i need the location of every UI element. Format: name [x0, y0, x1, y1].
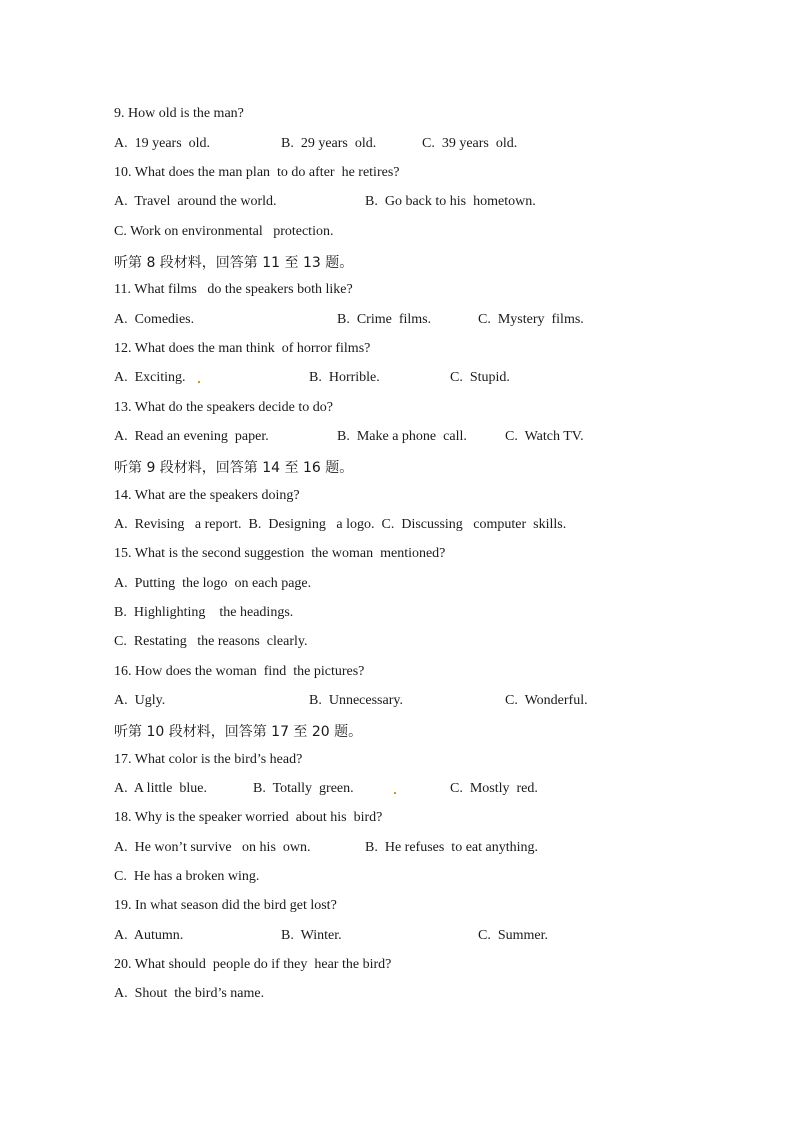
question-16-stem: 16. How does the woman find the pictures? [114, 664, 365, 679]
question-11-option-b: B. Crime films. [337, 312, 432, 327]
question-15-stem: 15. What is the second suggestion the woman mentioned? [114, 546, 446, 561]
question-10-option-b: B. Go back to his hometown. [365, 194, 536, 209]
question-14-stem: 14. What are the speakers doing? [114, 488, 300, 503]
question-18-stem: 18. Why is the speaker worried about his bird? [114, 810, 383, 825]
section-9-heading: 听第 9 段材料，回答第 14 至 16 题。 [114, 460, 354, 476]
question-11-option-c: C. Mystery films. [478, 312, 584, 327]
question-19-stem: 19. In what season did the bird get lost? [114, 898, 337, 913]
question-19-option-c: C. Summer. [478, 928, 549, 943]
question-15-option-b: B. Highlighting the headings. [114, 605, 294, 620]
question-20-option-a: A. Shout the bird’s name. [114, 986, 265, 1001]
question-16-option-a: A. Ugly. [114, 693, 166, 708]
question-10-stem: 10. What does the man plan to do after he retires? [114, 165, 400, 180]
question-17-option-a: A. A little blue. [114, 781, 207, 796]
question-12-option-a: A. Exciting. [114, 370, 186, 385]
question-19-option-b: B. Winter. [281, 928, 342, 943]
question-14-options: A. Revising a report. B. Designing a logo. C. Discussing computer skills. [114, 517, 567, 532]
section-8-heading: 听第 8 段材料，回答第 11 至 13 题。 [114, 255, 354, 271]
question-18-option-a: A. He won’t survive on his own. [114, 840, 311, 855]
question-12-option-c: C. Stupid. [450, 370, 510, 385]
question-18-option-b: B. He refuses to eat anything. [365, 840, 539, 855]
question-11-stem: 11. What films do the speakers both like? [114, 282, 353, 297]
question-15-option-a: A. Putting the logo on each page. [114, 576, 312, 591]
question-11-option-a: A. Comedies. [114, 312, 195, 327]
yellow-mark [198, 381, 200, 383]
question-12-stem: 12. What does the man think of horror films? [114, 341, 371, 356]
question-15-option-c: C. Restating the reasons clearly. [114, 634, 308, 649]
section-10-heading: 听第 10 段材料，回答第 17 至 20 题。 [114, 724, 363, 740]
question-17-stem: 17. What color is the bird’s head? [114, 752, 303, 767]
question-12-option-b: B. Horrible. [309, 370, 380, 385]
question-17-option-b: B. Totally green. [253, 781, 354, 796]
question-20-stem: 20. What should people do if they hear the bird? [114, 957, 392, 972]
question-16-option-b: B. Unnecessary. [309, 693, 403, 708]
question-18-option-c: C. He has a broken wing. [114, 869, 260, 884]
question-10-option-a: A. Travel around the world. [114, 194, 277, 209]
question-9-option-b: B. 29 years old. [281, 136, 377, 151]
question-13-option-b: B. Make a phone call. [337, 429, 467, 444]
yellow-mark [394, 792, 396, 794]
question-9-option-a: A. 19 years old. [114, 136, 211, 151]
question-13-option-c: C. Watch TV. [505, 429, 584, 444]
question-17-option-c: C. Mostly red. [450, 781, 538, 796]
question-10-option-c: C. Work on environmental protection. [114, 224, 334, 239]
question-19-option-a: A. Autumn. [114, 928, 184, 943]
question-13-stem: 13. What do the speakers decide to do? [114, 400, 334, 415]
question-16-option-c: C. Wonderful. [505, 693, 588, 708]
question-9-option-c: C. 39 years old. [422, 136, 518, 151]
question-13-option-a: A. Read an evening paper. [114, 429, 269, 444]
question-9-stem: 9. How old is the man? [114, 106, 244, 121]
